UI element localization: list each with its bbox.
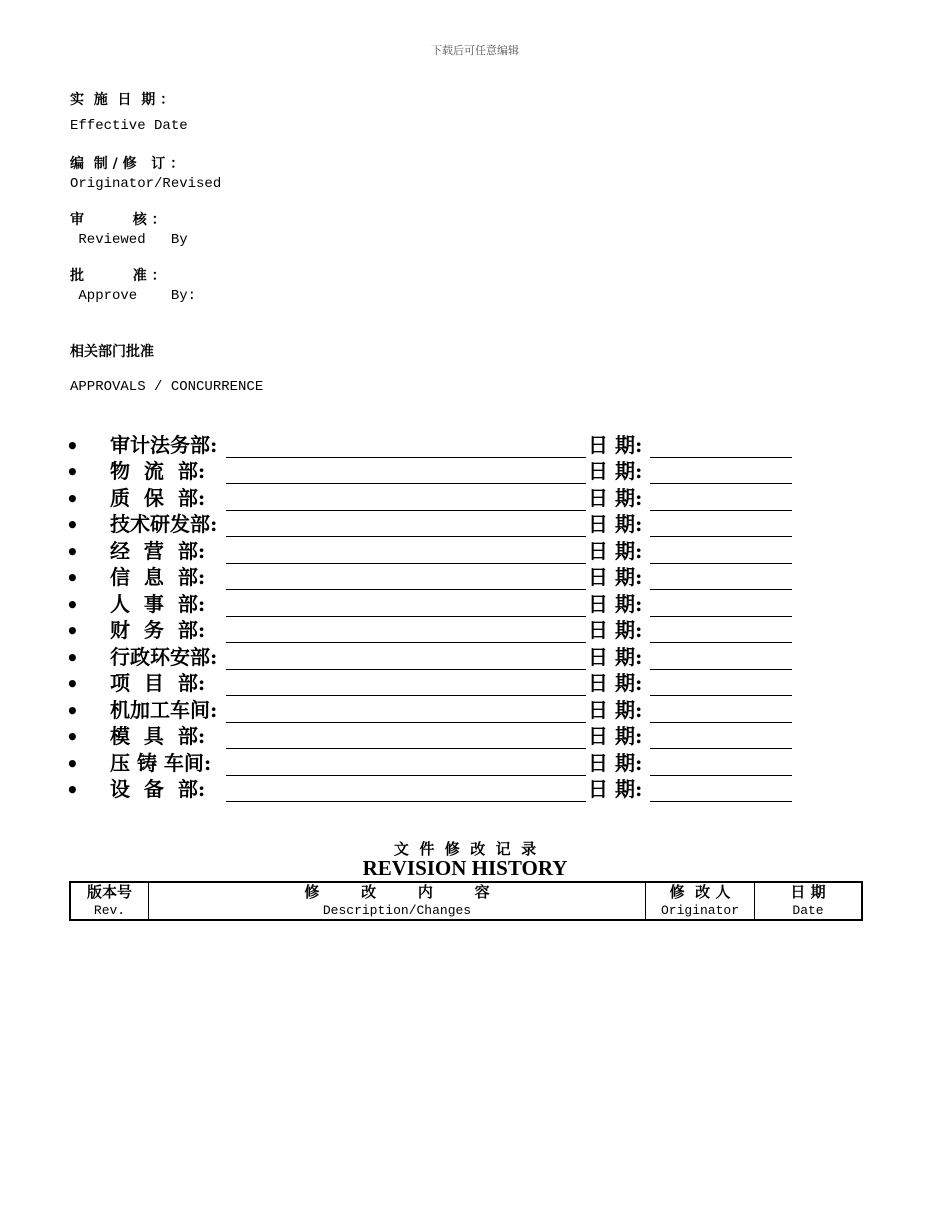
- effective-date-label-zh: 实 施 日 期 ：: [70, 92, 175, 108]
- date-label: 日 期:: [588, 724, 643, 748]
- col-originator: [646, 882, 755, 920]
- department-row: [66, 617, 806, 644]
- originator-label-en: Originator/Revised: [70, 176, 222, 192]
- date-line[interactable]: [650, 728, 792, 749]
- date-label: 日 期:: [588, 538, 643, 563]
- bullet-icon: •: [66, 751, 79, 776]
- bullet-icon: •: [66, 486, 79, 511]
- department-name: 审计法务部:: [110, 432, 218, 457]
- date-line[interactable]: [650, 596, 792, 617]
- department-name: 信 息 部:: [110, 565, 206, 589]
- revision-table-header-row: [70, 882, 862, 920]
- date-label: 日 期:: [588, 565, 643, 589]
- department-name: 人 事 部:: [110, 591, 206, 616]
- date-label: 日 期:: [588, 432, 643, 457]
- col-rev-en: Rev.: [93, 903, 126, 918]
- col-rev-zh: 版本号: [86, 883, 132, 901]
- date-line[interactable]: [650, 675, 792, 696]
- department-row: [66, 537, 806, 564]
- department-row: [66, 458, 806, 485]
- bullet-icon: •: [66, 539, 79, 564]
- date-label: 日 期:: [588, 485, 643, 510]
- bullet-icon: •: [66, 460, 79, 484]
- originator-field: [70, 155, 221, 193]
- department-row: [66, 723, 806, 750]
- bullet-icon: •: [66, 725, 79, 749]
- department-row: [66, 431, 806, 458]
- watermark-text: 下载后可任意编辑: [431, 44, 519, 57]
- revision-history-table: [69, 881, 863, 921]
- department-row: [66, 564, 806, 591]
- date-line[interactable]: [650, 543, 792, 564]
- department-name: 设 备 部:: [110, 777, 206, 801]
- signature-line[interactable]: [226, 781, 586, 802]
- date-label: 日 期:: [588, 591, 643, 616]
- reviewed-label-en: Reviewed By: [70, 232, 188, 248]
- bullet-icon: •: [66, 566, 79, 590]
- department-row: [66, 749, 806, 776]
- department-name: 财 务 部:: [110, 618, 206, 642]
- date-line[interactable]: [650, 516, 792, 537]
- bullet-icon: •: [66, 592, 79, 617]
- department-name: 行政环安部:: [110, 644, 218, 669]
- date-label: 日 期:: [588, 644, 643, 669]
- department-name: 模 具 部:: [110, 724, 206, 748]
- department-name: 技术研发部:: [110, 512, 218, 536]
- department-row: [66, 511, 806, 538]
- date-line[interactable]: [650, 702, 792, 723]
- date-line[interactable]: [650, 490, 792, 511]
- approvals-heading-zh: 相关部门批准: [70, 344, 154, 360]
- col-originator-zh: 修 改 人: [669, 883, 731, 901]
- department-row: [66, 590, 806, 617]
- bullet-icon: •: [66, 698, 79, 723]
- col-description-en: Description/Changes: [322, 903, 472, 918]
- signature-line[interactable]: [226, 649, 586, 670]
- col-description-zh: 修 改 内 容: [304, 883, 490, 901]
- approvals-heading-en: APPROVALS / CONCURRENCE: [70, 379, 264, 395]
- department-row: [66, 776, 806, 803]
- signature-line[interactable]: [226, 490, 586, 511]
- signature-line[interactable]: [226, 569, 586, 590]
- department-row: [66, 643, 806, 670]
- department-name: 经 营 部:: [110, 538, 206, 563]
- signature-line[interactable]: [226, 702, 586, 723]
- date-label: 日 期:: [588, 459, 643, 483]
- signature-line[interactable]: [226, 437, 586, 458]
- department-row: [66, 696, 806, 723]
- signature-line[interactable]: [226, 622, 586, 643]
- department-name: 物 流 部:: [110, 459, 206, 483]
- department-name: 项 目 部:: [110, 671, 206, 695]
- date-line[interactable]: [650, 569, 792, 590]
- date-label: 日 期:: [588, 512, 643, 536]
- bullet-icon: •: [66, 513, 79, 537]
- bullet-icon: •: [66, 645, 79, 670]
- revision-title-zh: 文 件 修 改 记 录: [393, 840, 537, 858]
- col-date-zh: 日 期: [790, 883, 826, 901]
- signature-line[interactable]: [226, 675, 586, 696]
- signature-line[interactable]: [226, 543, 586, 564]
- col-rev: [70, 882, 149, 920]
- bullet-icon: •: [66, 778, 79, 802]
- date-label: 日 期:: [588, 750, 643, 775]
- signature-line[interactable]: [226, 463, 586, 484]
- date-line[interactable]: [650, 463, 792, 484]
- date-line[interactable]: [650, 781, 792, 802]
- col-originator-en: Originator: [660, 903, 739, 918]
- date-label: 日 期:: [588, 671, 643, 695]
- col-description: [149, 882, 646, 920]
- revision-title-en: REVISION HISTORY: [362, 856, 568, 880]
- bullet-icon: •: [66, 672, 79, 696]
- bullet-icon: •: [66, 619, 79, 643]
- date-line[interactable]: [650, 622, 792, 643]
- originator-label-zh: 编 制 / 修 订 ：: [70, 156, 185, 172]
- date-label: 日 期:: [588, 697, 643, 722]
- department-row: [66, 670, 806, 697]
- signature-line[interactable]: [226, 728, 586, 749]
- reviewed-field: [70, 211, 188, 249]
- department-approval-list: [66, 431, 806, 802]
- signature-line[interactable]: [226, 755, 586, 776]
- department-row: [66, 484, 806, 511]
- effective-date-field: [70, 91, 188, 135]
- signature-line[interactable]: [226, 596, 586, 617]
- date-label: 日 期:: [588, 618, 643, 642]
- date-line[interactable]: [650, 437, 792, 458]
- effective-date-label-en: Effective Date: [70, 118, 188, 134]
- approve-label-zh: 批 准 ：: [70, 268, 166, 284]
- date-line[interactable]: [650, 649, 792, 670]
- col-date: [755, 882, 863, 920]
- department-name: 质 保 部:: [110, 485, 206, 510]
- department-name: 机加工车间:: [110, 697, 218, 722]
- department-name: 压 铸 车间:: [110, 750, 212, 775]
- approve-label-en: Approve By:: [70, 288, 197, 304]
- col-date-en: Date: [792, 903, 824, 918]
- date-line[interactable]: [650, 755, 792, 776]
- date-label: 日 期:: [588, 777, 643, 801]
- signature-line[interactable]: [226, 516, 586, 537]
- approve-field: [70, 267, 196, 305]
- reviewed-label-zh: 审 核 ：: [70, 212, 166, 228]
- bullet-icon: •: [66, 433, 79, 458]
